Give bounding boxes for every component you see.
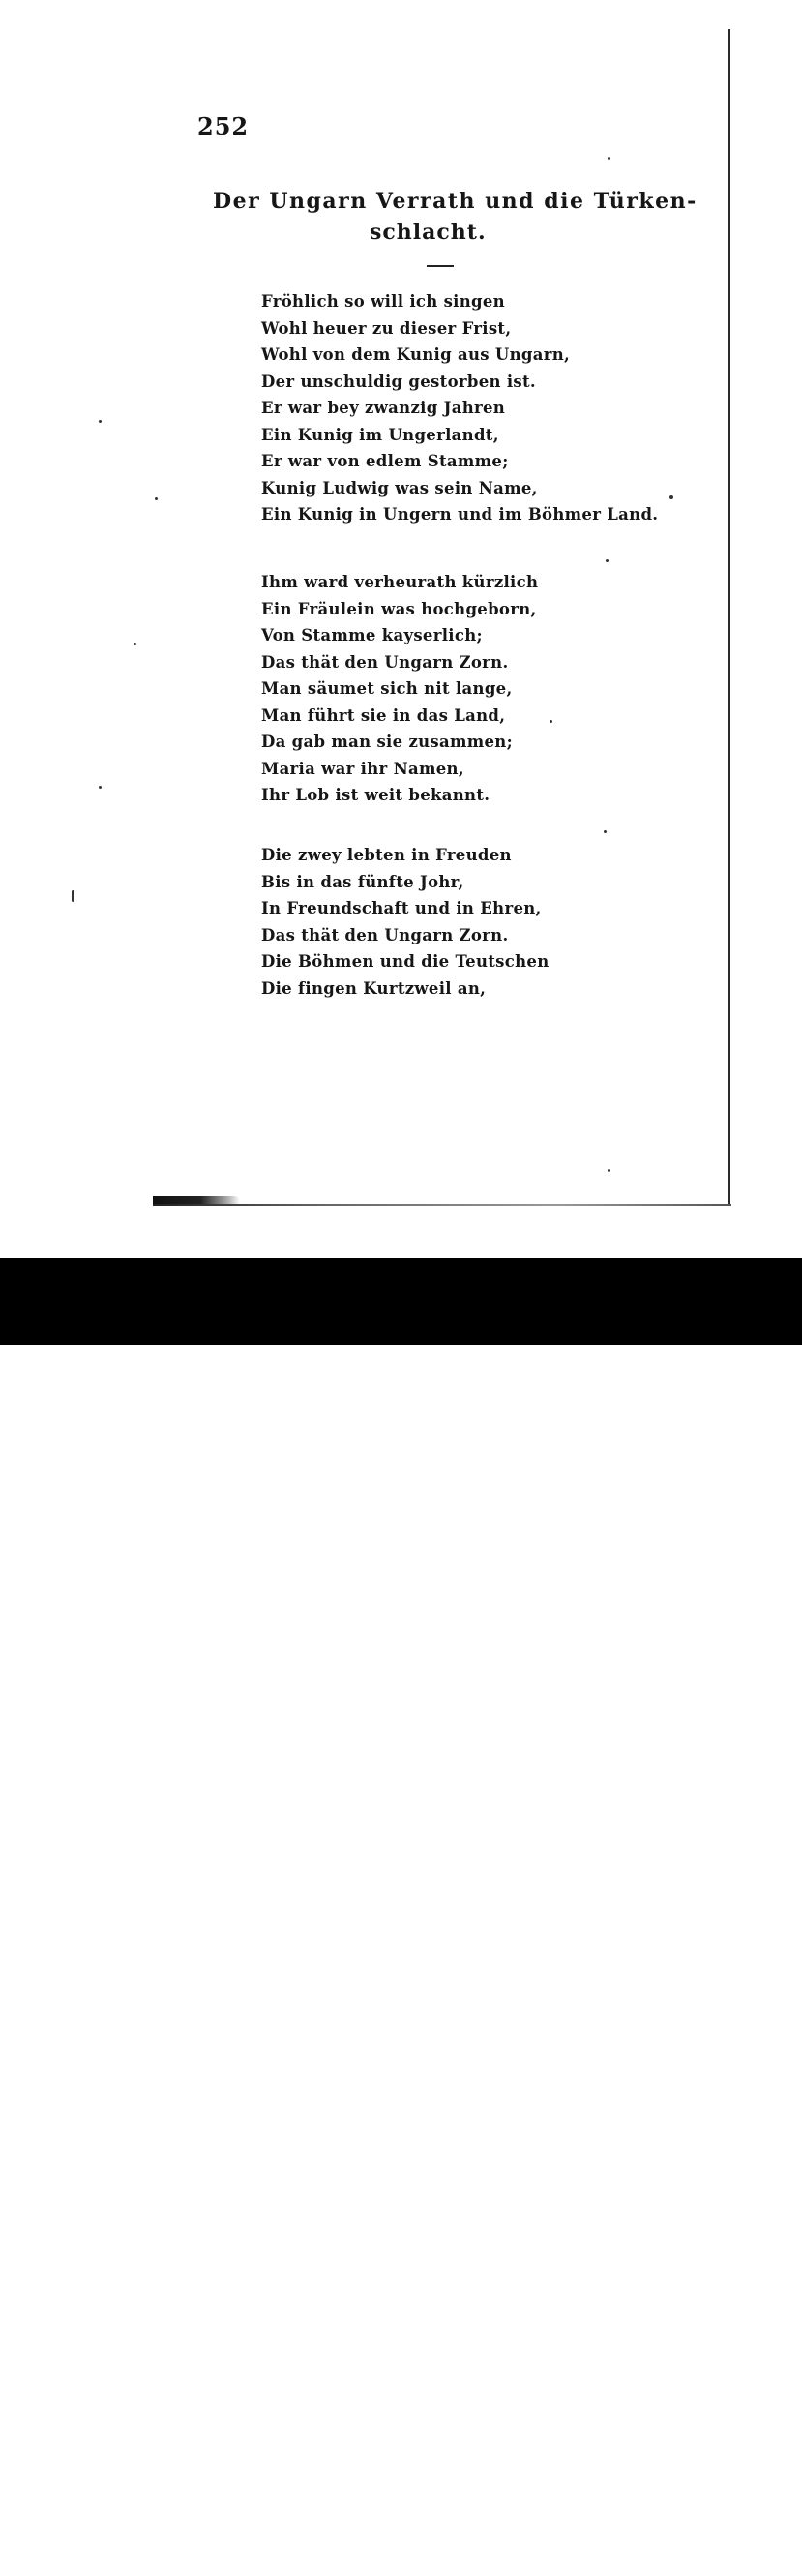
scan-speck (669, 495, 673, 499)
poem-title (213, 186, 698, 248)
verse-line: Ein Kunig in Ungern und im Böhmer Land. (261, 505, 659, 524)
page-edge-line (728, 29, 730, 1205)
scan-speck (608, 157, 610, 160)
verse-line: Die Böhmen und die Teutschen (261, 952, 550, 971)
brand-logo: alamy (41, 2533, 163, 2576)
verse-line: Man führt sie in das Land, (261, 705, 506, 725)
verse-line: Das thät den Ungarn Zorn. (261, 925, 509, 944)
verse-line: Die zwey lebten in Freuden (261, 846, 512, 864)
verse-line: Ein Fräulein was hochgeborn, (261, 599, 537, 618)
scan-speck (550, 720, 552, 723)
poem-title-line-2: schlacht. (370, 220, 487, 245)
stanza-2 (261, 569, 687, 809)
verse-line: Von Stamme kayserlich; (261, 626, 483, 644)
scan-speck (99, 786, 102, 789)
scan-speck (155, 497, 158, 500)
site-url: www.alamy.com (641, 2559, 758, 2576)
verse-line: Das thät den Ungarn Zorn. (261, 652, 509, 672)
verse-line: Er war von edlem Stamme; (261, 452, 509, 470)
watermark-footer (0, 1258, 802, 2576)
verse-line: Bis in das fünfte Johr, (261, 872, 464, 891)
scan-speck (99, 420, 102, 423)
title-divider (427, 265, 454, 267)
verse-line: In Freundschaft und in Ehren, (261, 899, 542, 917)
image-id: Image ID: JE67PW (628, 2535, 758, 2553)
verse-line: Wohl heuer zu dieser Frist, (261, 318, 512, 338)
verse-line: Man säumet sich nit lange, (261, 679, 513, 698)
verse-line: Wohl von dem Kunig aus Ungarn, (261, 345, 571, 364)
verse-line: Ihr Lob ist weit bekannt. (261, 786, 490, 804)
verse-line: Da gab man sie zusammen; (261, 733, 513, 751)
scan-speck (72, 890, 74, 902)
verse-line: Kunig Ludwig was sein Name, (261, 478, 538, 497)
verse-line: Der unschuldig gestorben ist. (261, 372, 536, 391)
verse-line: Ein Kunig im Ungerlandt, (261, 425, 499, 444)
scan-speck (606, 559, 609, 562)
stanza-3 (261, 842, 687, 1002)
scan-speck (604, 830, 607, 833)
verse-line: Die fingen Kurtzweil an, (261, 978, 487, 998)
verse-line: Fröhlich so will ich singen (261, 292, 505, 311)
book-page (0, 0, 802, 1258)
poem-title-line-1: Der Ungarn Verrath und die Türken- (213, 189, 698, 214)
page-number: 252 (197, 112, 250, 140)
scan-speck (134, 643, 136, 645)
scan-speck (608, 1169, 610, 1172)
stanza-1 (261, 288, 687, 528)
page-bottom-edge (153, 1204, 731, 1206)
verse-line: Ihm ward verheurath kürzlich (261, 573, 539, 591)
verse-line: Maria war ihr Namen, (261, 759, 464, 778)
verse-line: Er war bey zwanzig Jahren (261, 399, 506, 417)
